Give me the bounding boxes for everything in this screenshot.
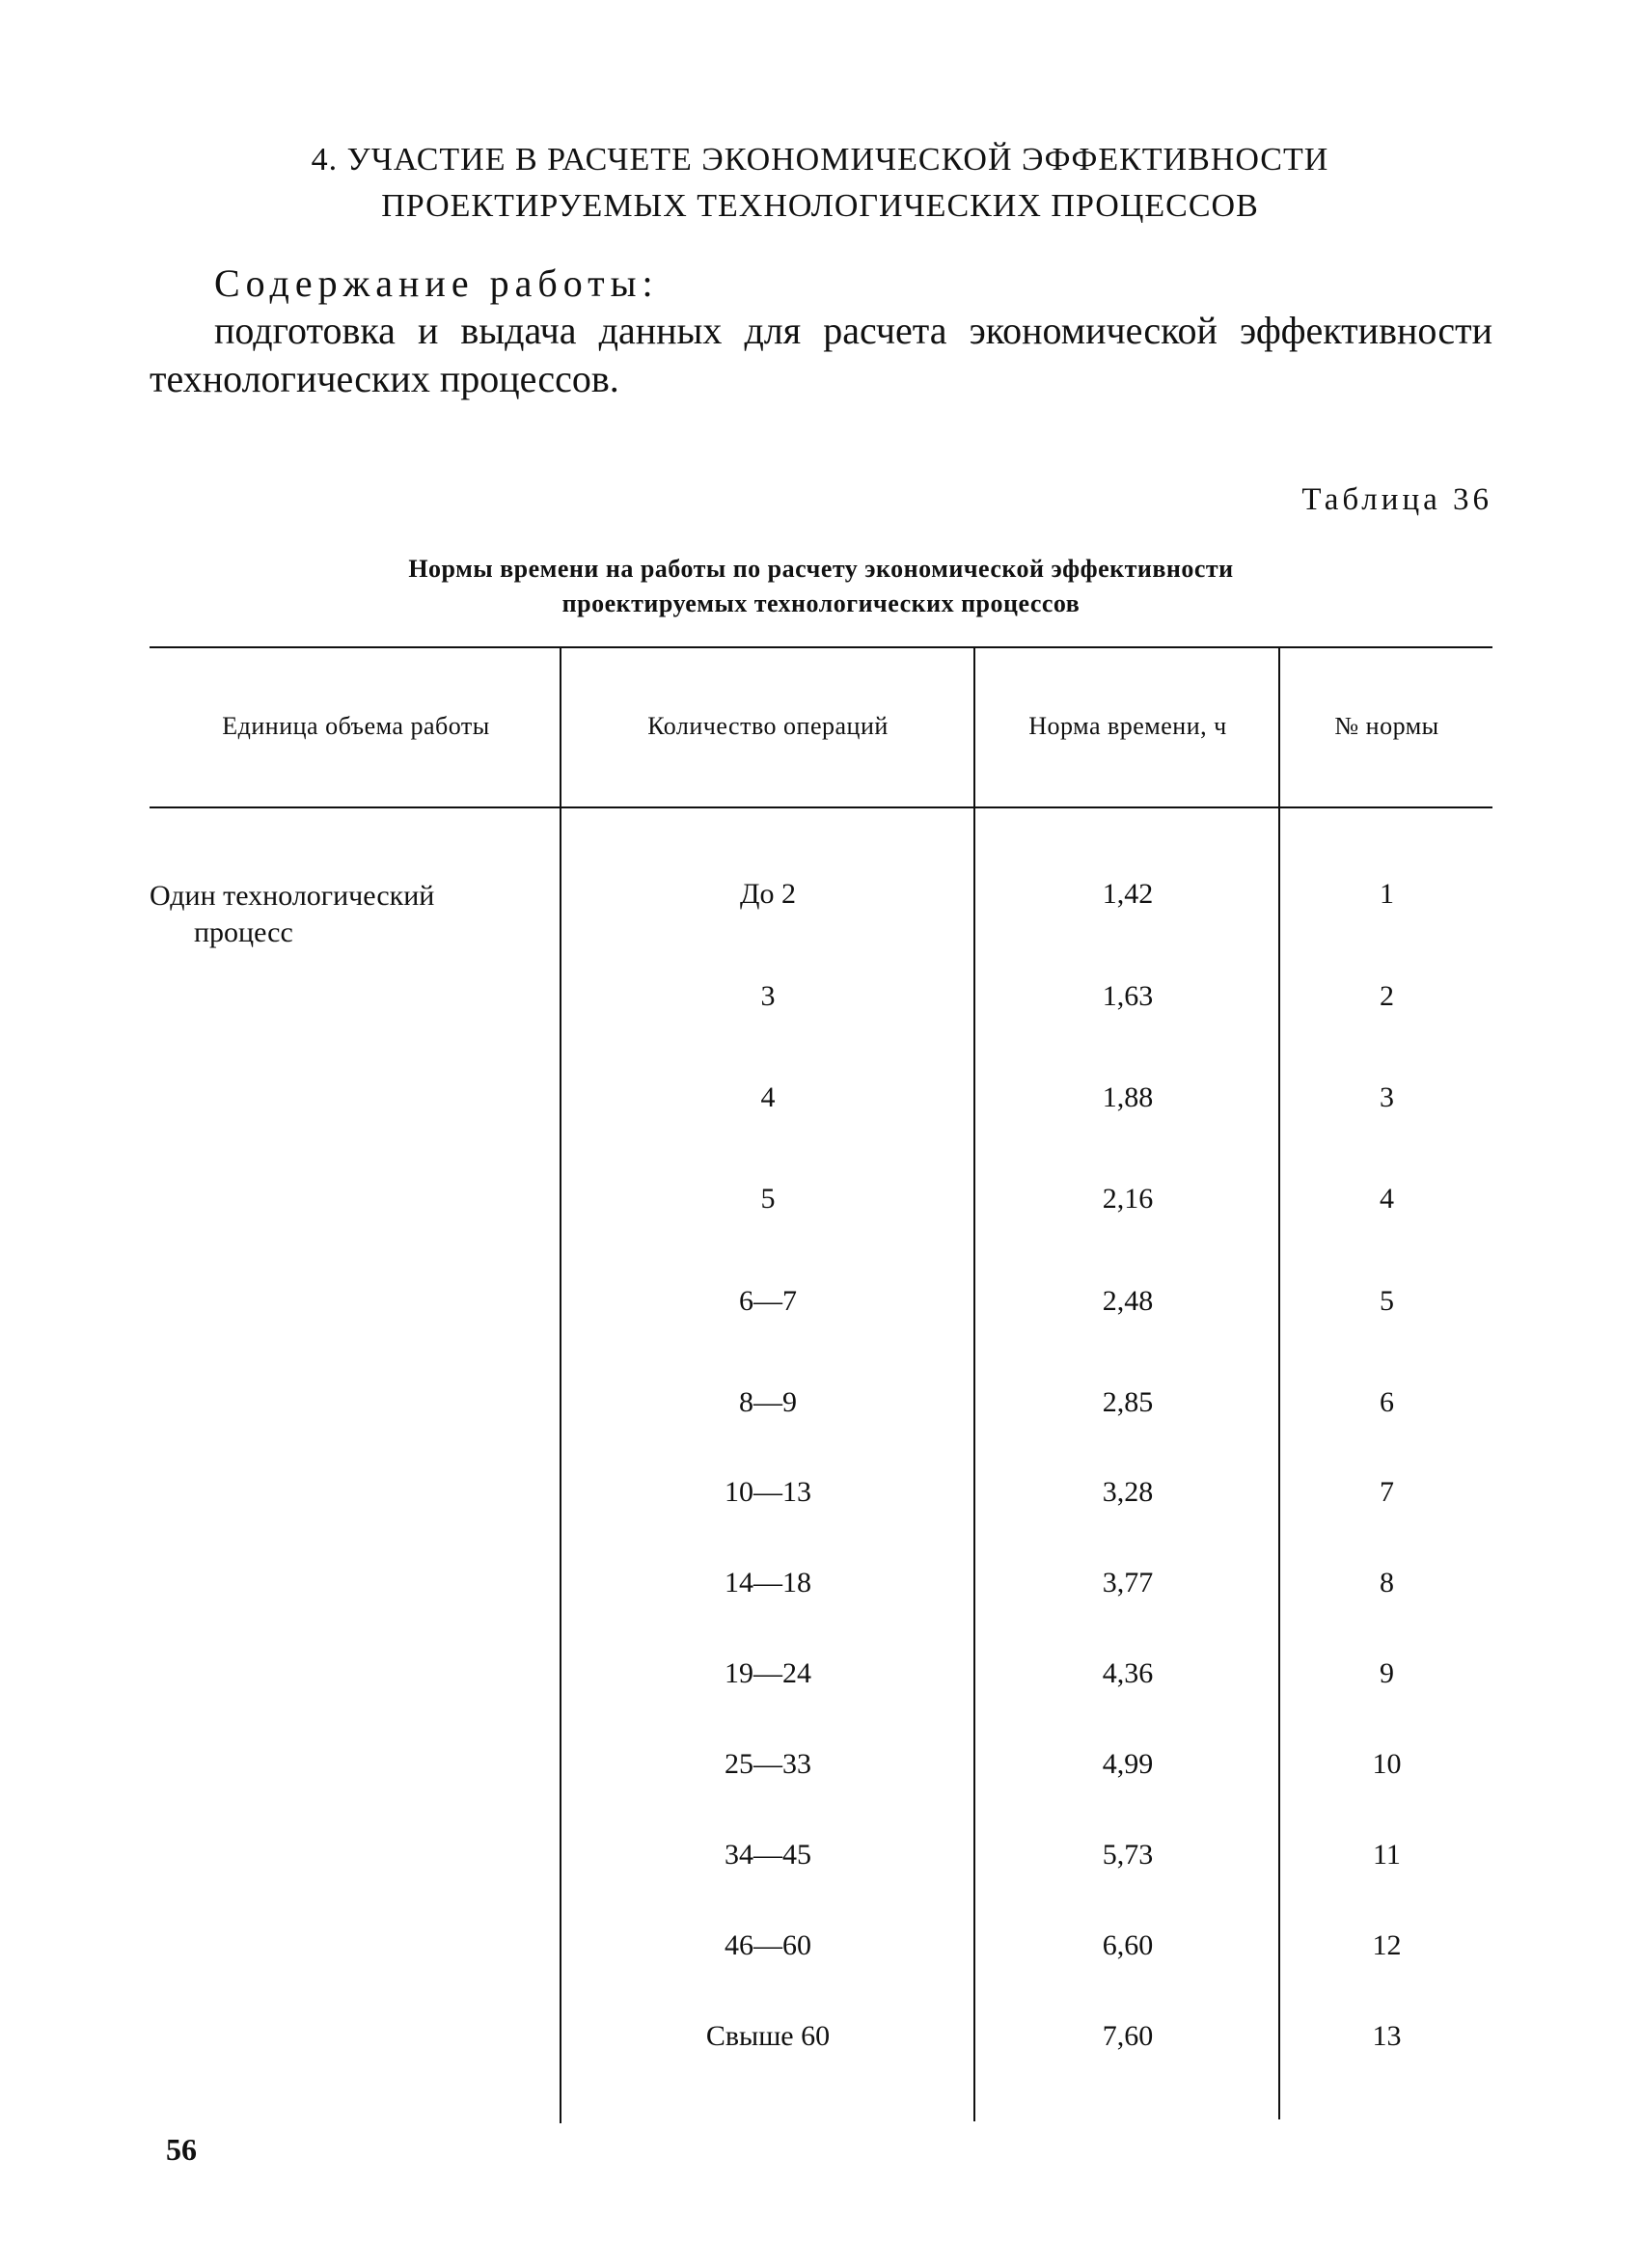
norm-number-cell: 11 bbox=[1373, 1839, 1401, 1871]
table-column-divider bbox=[560, 647, 561, 2123]
content-heading: Содержание работы: bbox=[214, 261, 659, 305]
norm-number-cell: 6 bbox=[1380, 1386, 1394, 1418]
content-text: подготовка и выдача данных для расчета экономической эффективности технологических процессов. bbox=[150, 309, 1492, 400]
time-norm-cell: 2,16 bbox=[1102, 1183, 1154, 1215]
operations-cell: 8—9 bbox=[739, 1386, 797, 1418]
time-norm-cell: 6,60 bbox=[1102, 1929, 1154, 1961]
norm-number-cell: 7 bbox=[1380, 1476, 1394, 1508]
table-caption-line1: Нормы времени на работы по расчету экономической эффективности bbox=[408, 555, 1234, 583]
operations-cell: 4 bbox=[760, 1081, 776, 1113]
operations-cell: 19—24 bbox=[725, 1657, 811, 1689]
operations-cell: До 2 bbox=[740, 878, 796, 910]
time-norm-cell: 5,73 bbox=[1102, 1839, 1154, 1871]
time-norm-cell: 3,77 bbox=[1102, 1567, 1154, 1599]
time-norm-cell: 4,36 bbox=[1102, 1657, 1154, 1689]
norm-number-cell: 12 bbox=[1372, 1929, 1402, 1961]
norm-number-cell: 3 bbox=[1380, 1081, 1394, 1113]
section-title-line2: ПРОЕКТИРУЕМЫХ ТЕХНОЛОГИЧЕСКИХ ПРОЦЕССОВ bbox=[381, 188, 1259, 224]
operations-cell: 10—13 bbox=[725, 1476, 811, 1508]
norm-number-cell: 5 bbox=[1380, 1285, 1394, 1317]
table-column-divider bbox=[973, 647, 975, 2121]
table-column-divider bbox=[1278, 647, 1280, 2119]
table-header-time: Норма времени, ч bbox=[1028, 712, 1227, 740]
time-norm-cell: 2,48 bbox=[1102, 1285, 1154, 1317]
norm-number-cell: 13 bbox=[1372, 2020, 1402, 2052]
operations-cell: 14—18 bbox=[725, 1567, 811, 1599]
table-header-unit: Единица объема работы bbox=[222, 712, 490, 740]
unit-line1: Один технологический bbox=[150, 880, 435, 912]
unit-line2: процесс bbox=[194, 916, 293, 948]
table-header-rule bbox=[150, 806, 1492, 808]
operations-cell: 3 bbox=[760, 980, 776, 1012]
time-norm-cell: 1,63 bbox=[1102, 980, 1154, 1012]
operations-cell: 5 bbox=[760, 1183, 776, 1215]
time-norm-cell: 2,85 bbox=[1102, 1386, 1154, 1418]
table-label: Таблица 36 bbox=[1301, 482, 1492, 517]
table-header-operations: Количество операций bbox=[647, 712, 889, 740]
norm-number-cell: 1 bbox=[1380, 878, 1394, 910]
operations-cell: 34—45 bbox=[725, 1839, 811, 1871]
page-number: 56 bbox=[166, 2132, 197, 2167]
time-norm-cell: 4,99 bbox=[1102, 1748, 1154, 1780]
table-top-rule bbox=[150, 646, 1492, 648]
time-norm-cell: 7,60 bbox=[1102, 2020, 1154, 2052]
norm-number-cell: 2 bbox=[1380, 980, 1394, 1012]
operations-cell: 6—7 bbox=[739, 1285, 797, 1317]
table-caption-line2: проектируемых технологических процессов bbox=[561, 589, 1081, 617]
section-title-line1: 4. УЧАСТИЕ В РАСЧЕТЕ ЭКОНОМИЧЕСКОЙ ЭФФЕКТИВНОСТИ bbox=[311, 142, 1329, 178]
section-title bbox=[150, 137, 1491, 230]
time-norm-cell: 3,28 bbox=[1102, 1476, 1154, 1508]
table-unit-cell bbox=[150, 878, 555, 951]
norm-number-cell: 8 bbox=[1380, 1567, 1394, 1599]
time-norm-cell: 1,88 bbox=[1102, 1081, 1154, 1113]
table-header-norm-number: № нормы bbox=[1334, 712, 1439, 740]
table-caption bbox=[150, 552, 1492, 621]
norm-number-cell: 4 bbox=[1380, 1183, 1394, 1215]
operations-cell: Свыше 60 bbox=[705, 2020, 831, 2052]
norm-number-cell: 9 bbox=[1380, 1657, 1394, 1689]
operations-cell: 25—33 bbox=[725, 1748, 811, 1780]
time-norm-cell: 1,42 bbox=[1102, 878, 1154, 910]
norm-number-cell: 10 bbox=[1372, 1748, 1402, 1780]
operations-cell: 46—60 bbox=[725, 1929, 811, 1961]
